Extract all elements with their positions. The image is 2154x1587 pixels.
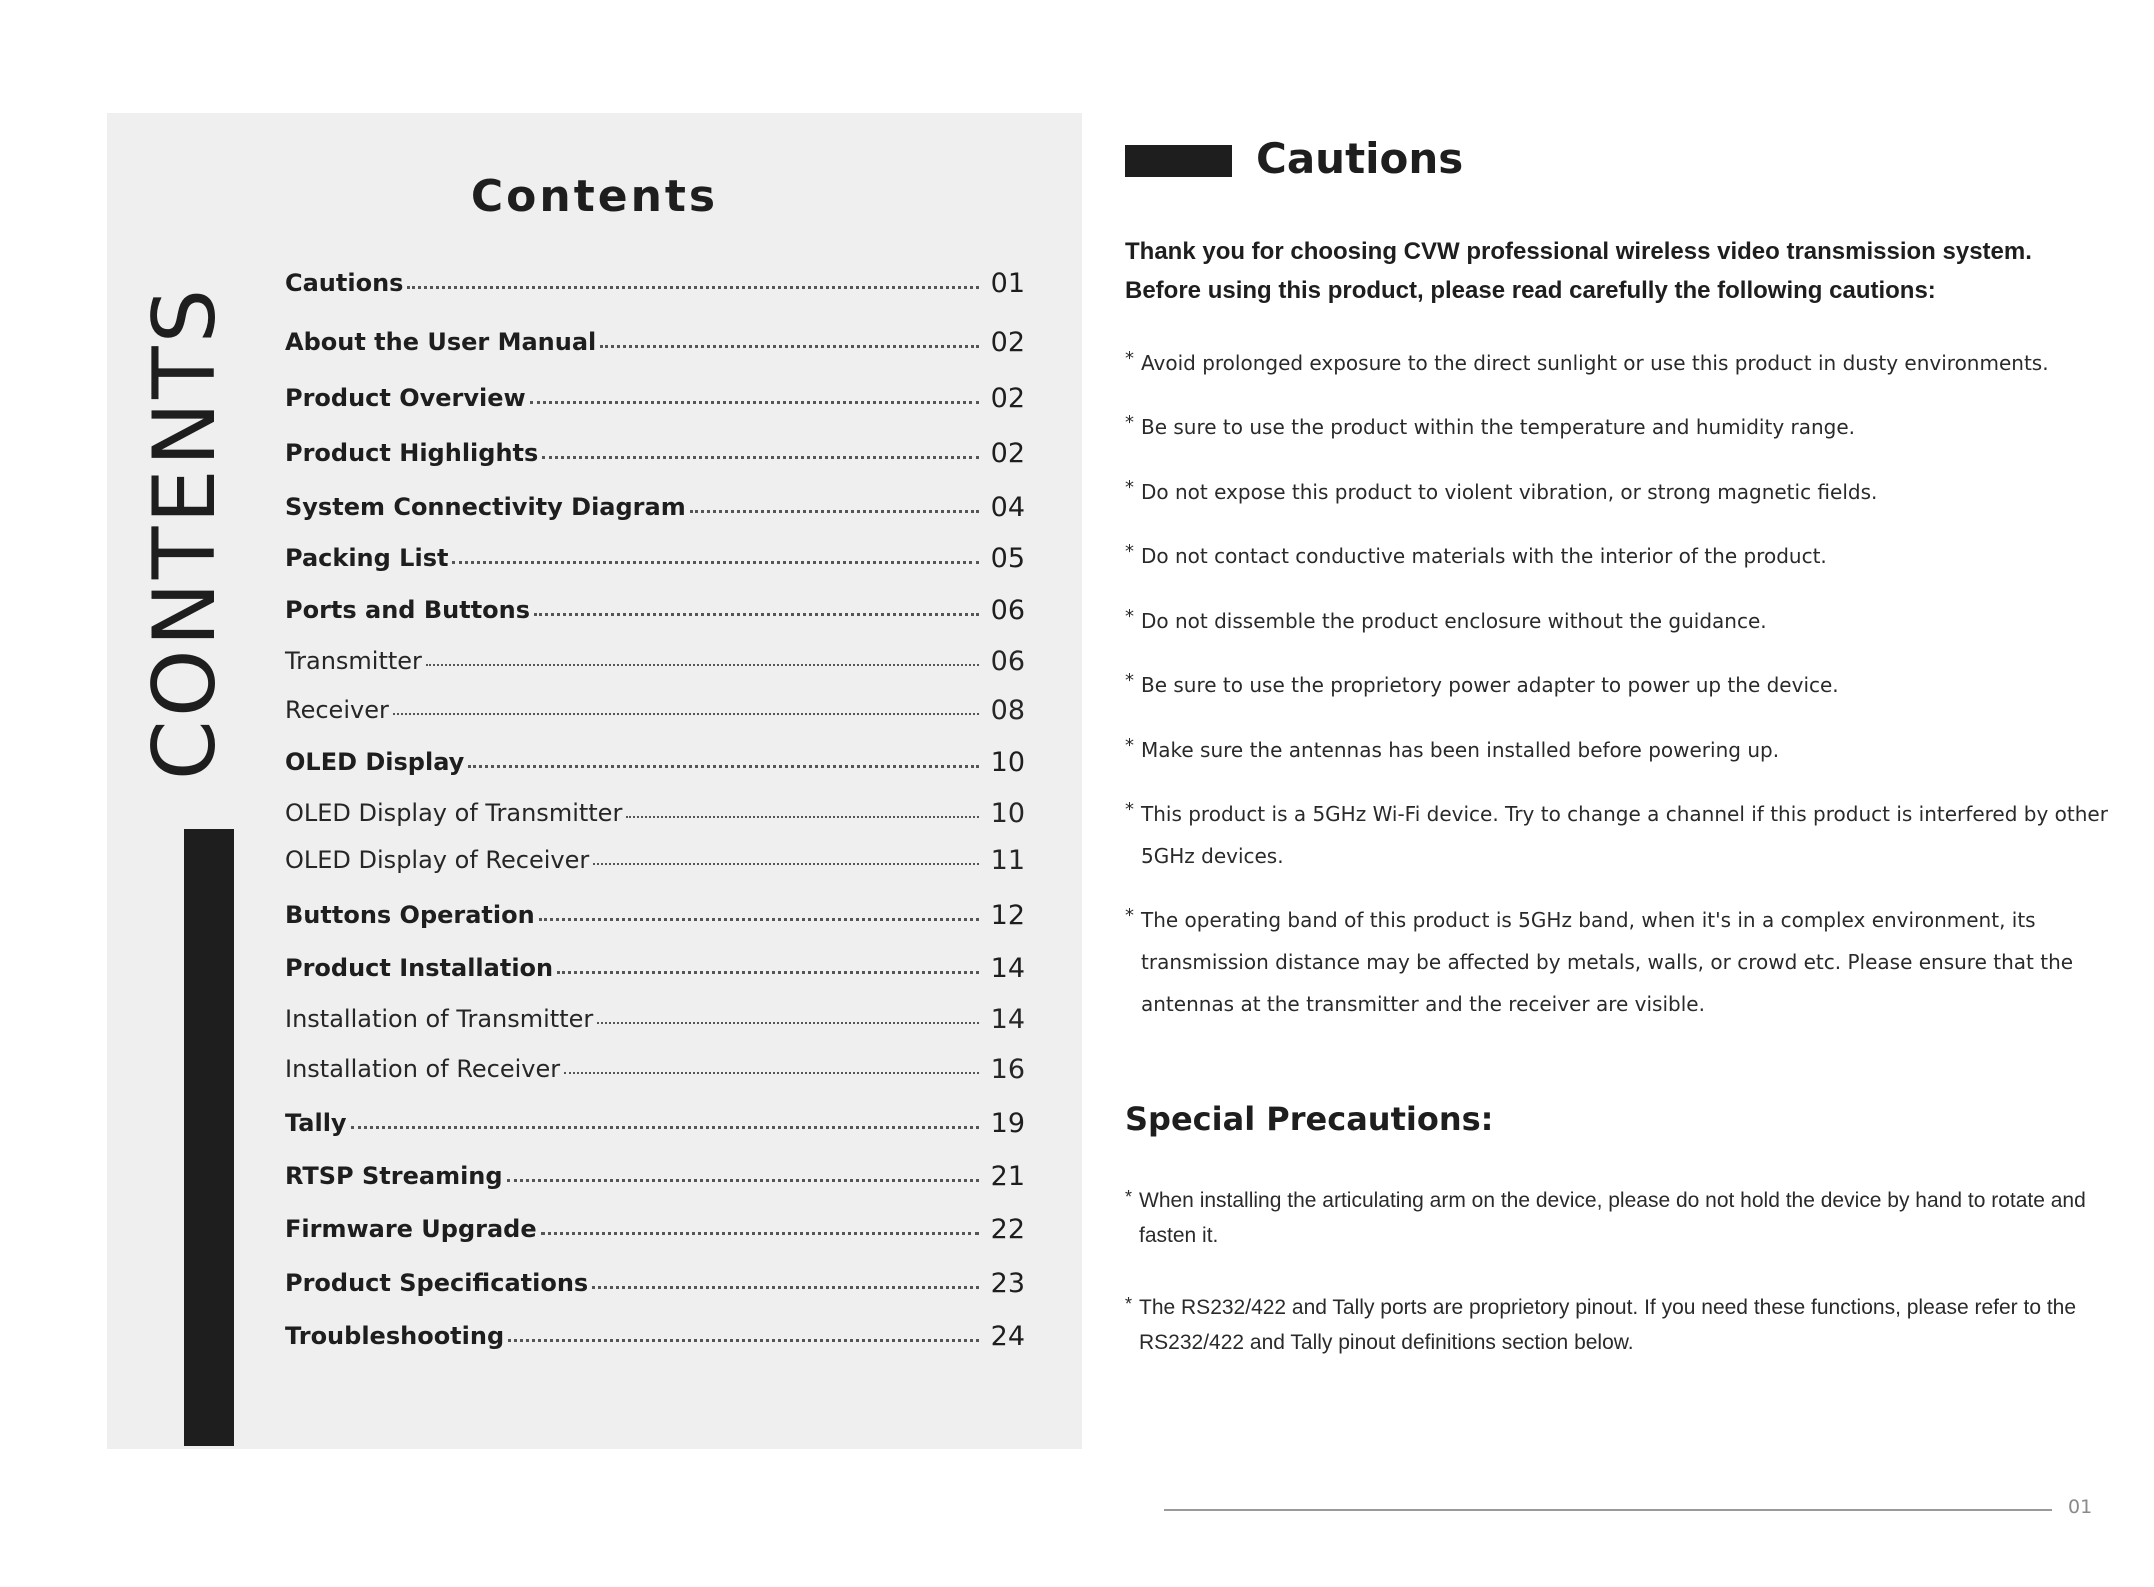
toc-entry-packing-list[interactable] [285, 538, 1025, 578]
toc-entry-page: 10 [990, 746, 1025, 778]
toc-entry-page: 24 [990, 1320, 1025, 1352]
cautions-intro [1125, 232, 2105, 310]
toc-entry-oled-display-receiver[interactable] [285, 840, 1025, 880]
toc-entry-oled-display[interactable] [285, 742, 1025, 782]
toc-leader-dots [508, 1339, 979, 1342]
toc-entry-label: Tally [285, 1109, 347, 1137]
toc-leader-dots [592, 1286, 978, 1289]
toc-entry-page: 06 [990, 645, 1025, 677]
toc-entry-product-overview[interactable] [285, 378, 1025, 418]
toc-entry-page: 02 [990, 437, 1025, 469]
toc-entry-page: 05 [990, 542, 1025, 574]
toc-entry-ports-and-buttons[interactable] [285, 590, 1025, 630]
toc-leader-dots [593, 863, 978, 865]
asterisk-icon: * [1125, 905, 1134, 926]
caution-text: Be sure to use the proprietory power adapter to power up the device. [1141, 673, 1839, 697]
toc-leader-dots [393, 713, 979, 715]
asterisk-icon: * [1125, 606, 1134, 627]
toc-entry-page: 08 [990, 694, 1025, 726]
toc-entry-label: Ports and Buttons [285, 596, 531, 624]
toc-leader-dots [564, 1072, 978, 1074]
contents-vertical-text: CONTENTS [135, 285, 235, 780]
toc-entry-page: 11 [990, 844, 1025, 876]
contents-vertical-word [135, 261, 235, 804]
toc-entry-label: Receiver [285, 696, 389, 724]
cautions-intro-line: Thank you for choosing CVW professional wireless video transmission system. [1125, 238, 2032, 265]
caution-text: The operating band of this product is 5GHz band, when it's in a complex environment, its transmission distance may be affected by metals, walls, or crowd etc. Please ensure that the antennas at the transmitter and the receiver are visible. [1141, 908, 2074, 1016]
toc-entry-label: OLED Display [285, 748, 465, 776]
precaution-text: When installing the articulating arm on the device, please do not hold the device by hand to rotate and fasten it. [1139, 1189, 2086, 1247]
precaution-item [1125, 1183, 2110, 1253]
toc-leader-dots [507, 1179, 979, 1182]
page-number: 01 [2068, 1496, 2093, 1518]
caution-item [1125, 793, 2110, 877]
contents-title: Contents [470, 171, 719, 222]
toc-entry-page: 01 [990, 267, 1025, 299]
asterisk-icon: * [1125, 799, 1134, 820]
caution-text: Do not dissemble the product enclosure without the guidance. [1141, 609, 1767, 633]
toc-leader-dots [690, 510, 979, 513]
toc-entry-page: 02 [990, 326, 1025, 358]
toc-entry-label: Cautions [285, 269, 404, 297]
asterisk-icon: * [1125, 348, 1134, 369]
caution-item [1125, 664, 2110, 706]
caution-item [1125, 899, 2110, 1025]
toc-entry-label: Transmitter [285, 647, 422, 675]
toc-entry-buttons-operation[interactable] [285, 895, 1025, 935]
toc-entry-label: OLED Display of Receiver [285, 846, 590, 874]
toc-entry-cautions[interactable] [285, 263, 1025, 303]
caution-item [1125, 535, 2110, 577]
toc-leader-dots [557, 971, 979, 974]
toc-entry-label: Buttons Operation [285, 901, 535, 929]
toc-entry-label: OLED Display of Transmitter [285, 799, 623, 827]
toc-entry-rtsp-streaming[interactable] [285, 1156, 1025, 1196]
toc-entry-page: 21 [990, 1160, 1025, 1192]
toc-leader-dots [452, 561, 978, 564]
toc-leader-dots [626, 816, 978, 818]
toc-entry-page: 19 [990, 1107, 1025, 1139]
asterisk-icon: * [1125, 1187, 1133, 1207]
caution-item [1125, 406, 2110, 448]
toc-leader-dots [600, 345, 978, 348]
caution-item [1125, 600, 2110, 642]
toc-entry-label: Troubleshooting [285, 1322, 505, 1350]
cautions-heading: Cautions [1256, 134, 1464, 183]
contents-vertical-bar [184, 829, 234, 1446]
toc-entry-page: 04 [990, 491, 1025, 523]
toc-entry-label: RTSP Streaming [285, 1162, 503, 1190]
toc-entry-page: 16 [990, 1053, 1025, 1085]
caution-item [1125, 342, 2110, 384]
toc-entry-label: Installation of Transmitter [285, 1005, 594, 1033]
footer-divider [1164, 1509, 2052, 1511]
caution-text: Do not expose this product to violent vibration, or strong magnetic fields. [1141, 480, 1878, 504]
cautions-heading-bar [1125, 145, 1232, 177]
caution-item [1125, 729, 2110, 771]
toc-entry-about-user-manual[interactable] [285, 322, 1025, 362]
toc-leader-dots [542, 456, 978, 459]
toc-entry-page: 12 [990, 899, 1025, 931]
toc-entry-page: 02 [990, 382, 1025, 414]
toc-entry-label: Product Overview [285, 384, 526, 412]
asterisk-icon: * [1125, 477, 1134, 498]
toc-leader-dots [530, 401, 979, 404]
caution-text: Make sure the antennas has been installed before powering up. [1141, 738, 1780, 762]
toc-entry-page: 14 [990, 952, 1025, 984]
toc-entry-tally[interactable] [285, 1103, 1025, 1143]
toc-entry-product-installation[interactable] [285, 948, 1025, 988]
asterisk-icon: * [1125, 735, 1134, 756]
toc-entry-label: Product Specifications [285, 1269, 589, 1297]
toc-entry-troubleshooting[interactable] [285, 1316, 1025, 1356]
toc-leader-dots [539, 918, 979, 921]
toc-entry-label: System Connectivity Diagram [285, 493, 686, 521]
toc-entry-page: 14 [990, 1003, 1025, 1035]
toc-entry-page: 06 [990, 594, 1025, 626]
toc-entry-label: Packing List [285, 544, 449, 572]
caution-text: Be sure to use the product within the temperature and humidity range. [1141, 415, 1856, 439]
toc-entry-oled-display-transmitter[interactable] [285, 793, 1025, 833]
caution-item [1125, 471, 2110, 513]
toc-leader-dots [407, 286, 978, 289]
toc-entry-label: About the User Manual [285, 328, 597, 356]
toc-entry-system-connectivity-diagram[interactable] [285, 487, 1025, 527]
toc-entry-product-specifications[interactable] [285, 1263, 1025, 1303]
toc-entry-installation-receiver[interactable] [285, 1049, 1025, 1089]
contents-panel [107, 113, 1082, 1449]
asterisk-icon: * [1125, 1294, 1133, 1314]
toc-entry-firmware-upgrade[interactable] [285, 1209, 1025, 1249]
precaution-text: The RS232/422 and Tally ports are proprietory pinout. If you need these functions, please refer to the RS232/422 and Tally pinout definitions section below. [1139, 1296, 2077, 1354]
toc-entry-installation-transmitter[interactable] [285, 999, 1025, 1039]
asterisk-icon: * [1125, 670, 1134, 691]
special-precautions-heading: Special Precautions: [1125, 1100, 1494, 1138]
toc-entry-product-highlights[interactable] [285, 433, 1025, 473]
toc-leader-dots [426, 664, 979, 666]
toc-entry-label: Product Highlights [285, 439, 539, 467]
toc-entry-receiver[interactable] [285, 690, 1025, 730]
caution-text: Do not contact conductive materials with the interior of the product. [1141, 544, 1827, 568]
toc-entry-page: 10 [990, 797, 1025, 829]
asterisk-icon: * [1125, 541, 1134, 562]
toc-entry-page: 22 [990, 1213, 1025, 1245]
toc-entry-page: 23 [990, 1267, 1025, 1299]
caution-text: Avoid prolonged exposure to the direct sunlight or use this product in dusty environments. [1141, 351, 2049, 375]
toc-leader-dots [541, 1232, 979, 1235]
toc-entry-transmitter[interactable] [285, 641, 1025, 681]
toc-leader-dots [534, 613, 979, 616]
toc-entry-label: Product Installation [285, 954, 554, 982]
toc-leader-dots [597, 1022, 978, 1024]
asterisk-icon: * [1125, 412, 1134, 433]
toc-entry-label: Installation of Receiver [285, 1055, 561, 1083]
precaution-item [1125, 1290, 2110, 1360]
cautions-intro-line: Before using this product, please read carefully the following cautions: [1125, 277, 1936, 304]
toc-leader-dots [351, 1126, 979, 1129]
toc-leader-dots [468, 765, 978, 768]
caution-text: This product is a 5GHz Wi-Fi device. Try to change a channel if this product is interfered by other 5GHz devices. [1141, 802, 2108, 868]
toc-entry-label: Firmware Upgrade [285, 1215, 537, 1243]
